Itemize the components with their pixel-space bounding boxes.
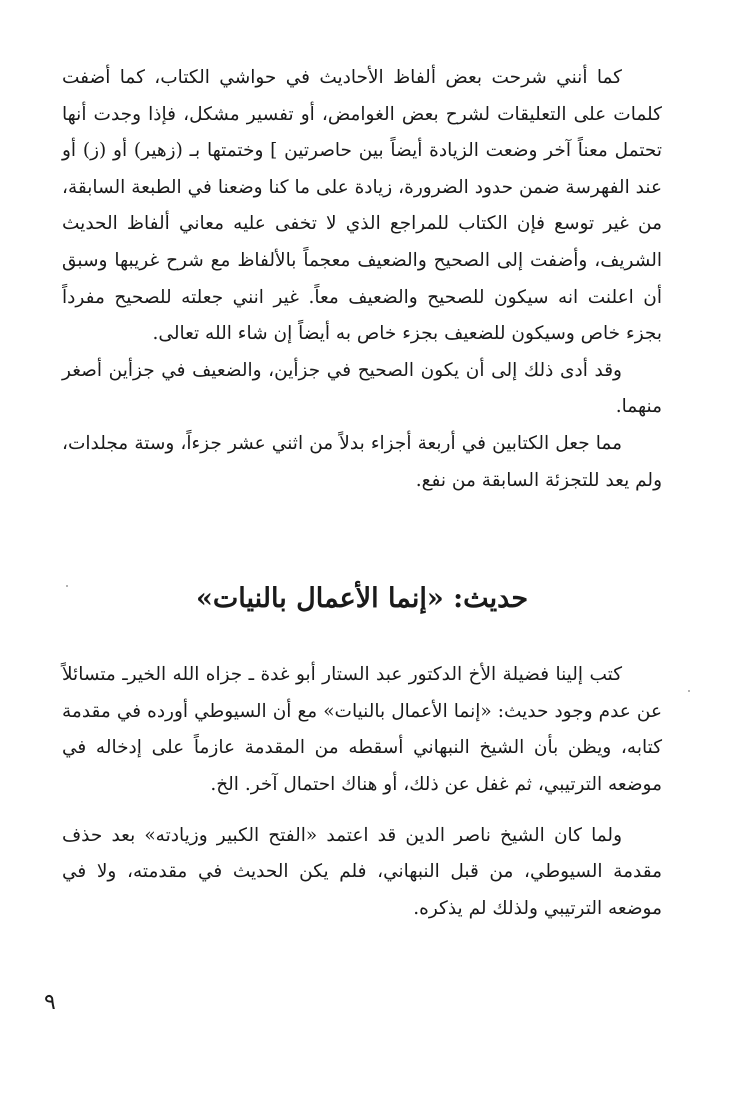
paragraph-additions: كما أنني شرحت بعض ألفاظ الأحاديث في حواشي الكتاب، كما أضفت كلمات على التعليقات لشرح بعض الغوامض، أو تفسير مشكل، فإذا وجدت أنها تحتمل معناً آخر وضعت الزيادة أيضاً بين حاصرتين ] وختمتها بـ (زهير) أو (ز) أو عند الفهرسة ضمن حدود الضرورة، زيادة على ما كنا وضعنا في الطبعة السابقة، من غير توسع فإن الكتاب للمراجع الذي لا تخفى عليه معاني ألفاظ الحديث الشريف، وأضفت إلى الصحيح والضعيف معجماً بالألفاظ مع شرح غريبها وسبق أن اعلنت انه سيكون للصحيح والضعيف معاً. غير انني جعلته للصحيح مفرداً بجزء خاص وسيكون للضعيف بجزء خاص به أيضاً إن شاء الله تعالى. bbox=[62, 67, 662, 345]
paragraph-explanation: ولما كان الشيخ ناصر الدين قد اعتمد «الفتح الكبير وزيادته» بعد حذف مقدمة السيوطي، من قبل النبهاني، فلم يكن الحديث في مقدمته، ولا في موضعه الترتيبي ولذلك لم يذكره. bbox=[62, 824, 662, 919]
page-number: ٩ bbox=[44, 990, 56, 1015]
scan-speck bbox=[66, 585, 68, 587]
page-body bbox=[62, 60, 662, 941]
section-heading: حديث: «إنما الأعمال بالنيات» bbox=[195, 583, 529, 615]
paragraph-letter: كتب إلينا فضيلة الأخ الدكتور عبد الستار أبو غدة ـ جزاه الله الخيرـ متسائلاً عن عدم وجود حديث: «إنما الأعمال بالنيات» مع أن السيوطي أورده في مقدمة كتابه، ويظن بأن الشيخ النبهاني أسقطه من المقدمة عازماً على إدخاله في موضعه الترتيبي، ثم غفل عن ذلك، أو هناك احتمال آخر. الخ. bbox=[62, 664, 662, 795]
paragraph-two-parts: وقد أدى ذلك إلى أن يكون الصحيح في جزأين، والضعيف في جزأين أصغر منهما. bbox=[62, 359, 662, 418]
hadith-section bbox=[62, 657, 662, 927]
intro-section bbox=[62, 60, 662, 499]
scan-speck bbox=[688, 690, 690, 692]
paragraph-four-volumes: مما جعل الكتابين في أربعة أجزاء بدلاً من اثني عشر جزءاً، وستة مجلدات، ولم يعد للتجزئة السابقة من نفع. bbox=[62, 432, 662, 491]
